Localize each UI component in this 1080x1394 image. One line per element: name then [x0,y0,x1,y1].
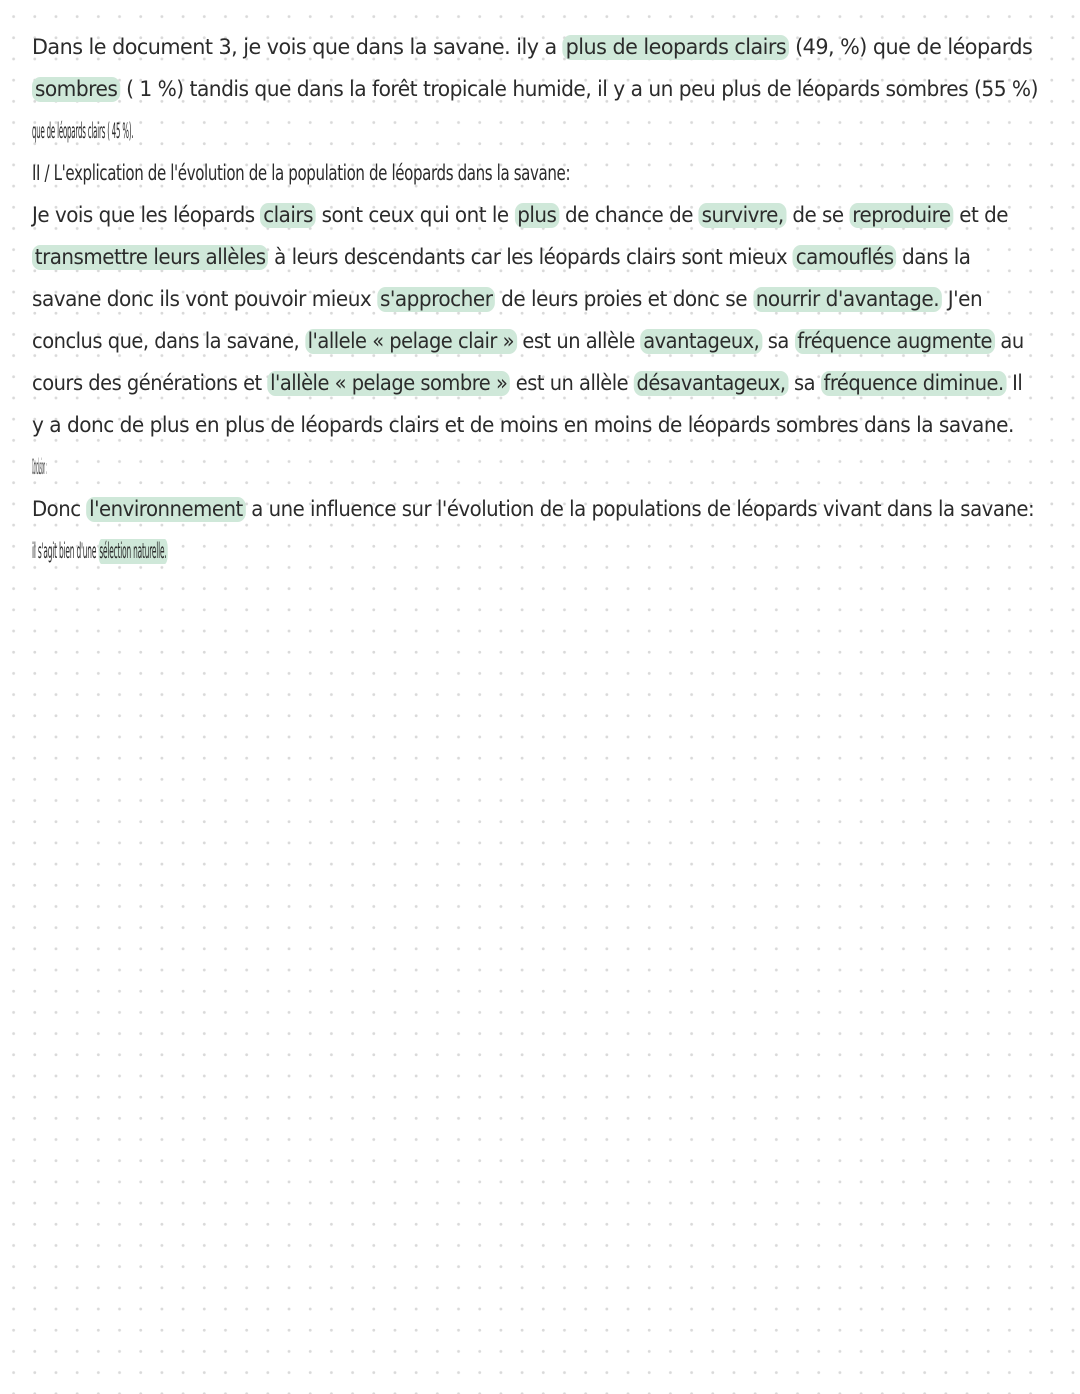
note-text: (49, %) que de léopards [789,35,1033,60]
highlighted-text: l'allele « pelage clair » [305,329,517,354]
note-text: il s'agit bien d'une [32,539,99,564]
note-line [32,237,972,279]
note-text: et de [953,203,1009,228]
note-text: que de léopards clairs ( 45 %). [32,119,134,144]
note-line [32,531,382,573]
highlighted-text: survivre, [699,203,787,228]
note-text: sont ceux qui ont le [315,203,515,228]
note-text: sa [762,329,795,354]
handwritten-notes [32,27,1048,573]
highlighted-text: plus de leopards clairs [563,35,789,60]
note-text: a une influence sur l'évolution de la populations de léopards vivant dans la savane: [245,497,1035,522]
highlighted-text: nourrir d'avantage. [753,287,942,312]
note-text: savane donc ils vont pouvoir mieux [32,287,378,312]
note-text: conclus que, dans la savane, [32,329,305,354]
note-text: est un allèle [516,329,641,354]
highlighted-text: avantageux, [641,329,763,354]
highlighted-text: camouflés [793,245,896,270]
highlighted-text: sombres [32,77,120,102]
note-line [32,27,1033,69]
note-line [32,153,744,195]
highlighted-text: l'allèle « pelage sombre » [267,371,510,396]
note-line [32,321,1024,363]
note-line [32,447,150,489]
highlighted-text: fréquence diminue. [821,371,1007,396]
highlighted-text: désavantageux, [634,371,789,396]
highlighted-text: clairs [260,203,315,228]
note-text: Dans le document 3, je vois que dans la savane. ily a [32,35,563,60]
note-text: ( 1 %) tandis que dans la forêt tropicale humide, il y a un peu plus de léopards sombres (55 %) [120,77,1038,102]
note-text: sa [788,371,821,396]
note-text: Je vois que les léopards [32,203,261,228]
highlighted-text: l'environnement [86,497,245,522]
note-text: est un allèle [510,371,634,396]
note-text: II / L'explication de l'évolution de la population de léopards dans la savane: [32,161,571,186]
note-text: au [994,329,1024,354]
highlighted-text: s'approcher [377,287,495,312]
highlighted-text: plus [514,203,559,228]
note-text: Donc [32,497,87,522]
note-text: à leurs descendants car les léopards clairs sont mieux [268,245,793,270]
note-text: de leurs proies et donc se [495,287,753,312]
highlighted-text: sélection naturelle. [99,539,167,564]
note-line [32,489,1035,531]
highlighted-text: reproduire [850,203,954,228]
note-text: de se [786,203,850,228]
note-text: dans la [896,245,971,270]
note-line [32,195,1009,237]
note-line [32,279,983,321]
note-text: Il [1006,371,1023,396]
note-text: Conclusion : [32,455,47,480]
note-line [32,69,1038,111]
note-line [32,405,1014,447]
note-text: cours des générations et [32,371,268,396]
note-line [32,111,362,153]
note-text: y a donc de plus en plus de léopards clairs et de moins en moins de léopards sombres dans la savane. [32,413,1014,438]
highlighted-text: transmettre leurs allèles [32,245,268,270]
note-line [32,363,1023,405]
note-text: J'en [941,287,983,312]
highlighted-text: fréquence augmente [795,329,995,354]
note-text: de chance de [559,203,699,228]
